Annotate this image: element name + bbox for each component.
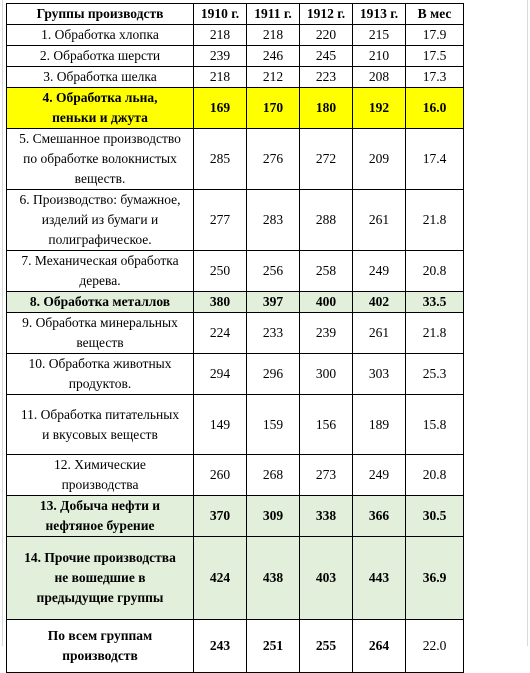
- year-value-cell[interactable]: 243: [194, 620, 247, 673]
- year-value-cell[interactable]: 192: [353, 88, 406, 129]
- year-value-cell[interactable]: 296: [247, 354, 300, 395]
- group-name-line: 8. Обработка металлов: [29, 294, 171, 309]
- group-name-line: дерева.: [79, 273, 121, 288]
- year-value-cell[interactable]: 268: [247, 455, 300, 496]
- year-value-cell[interactable]: 261: [353, 313, 406, 354]
- table-row: [7, 46, 464, 67]
- per-month-cell[interactable]: 33.5: [406, 292, 464, 313]
- group-name-line: 6. Производство: бумажное,: [19, 192, 181, 207]
- group-name-line: производств: [62, 648, 138, 663]
- table-row: [7, 67, 464, 88]
- group-name-line: нефтяное бурение: [45, 518, 155, 533]
- header-cell-group[interactable]: Группы производств: [7, 4, 194, 25]
- year-value-cell[interactable]: 256: [247, 251, 300, 292]
- year-value-cell[interactable]: 273: [300, 455, 353, 496]
- group-name-cell[interactable]: [7, 455, 194, 496]
- year-value-cell[interactable]: 300: [300, 354, 353, 395]
- per-month-cell[interactable]: 25.3: [406, 354, 464, 395]
- group-name-cell[interactable]: [7, 313, 194, 354]
- year-value-cell[interactable]: 156: [300, 395, 353, 455]
- year-value-cell[interactable]: 249: [353, 455, 406, 496]
- year-value-cell[interactable]: 223: [300, 67, 353, 88]
- per-month-cell[interactable]: 36.9: [406, 537, 464, 620]
- year-value-cell[interactable]: 366: [353, 496, 406, 537]
- group-name-line: не вошедшие в: [54, 570, 146, 585]
- table-row: [7, 354, 464, 395]
- per-month-cell[interactable]: 30.5: [406, 496, 464, 537]
- group-name-line: 2. Обработка шерсти: [39, 48, 161, 63]
- table-row: [7, 129, 464, 190]
- group-name-line: по обработке волокнистых: [23, 151, 177, 166]
- per-month-cell[interactable]: 15.8: [406, 395, 464, 455]
- production-table: [6, 3, 464, 673]
- year-value-cell[interactable]: 218: [194, 67, 247, 88]
- year-value-cell[interactable]: 224: [194, 313, 247, 354]
- year-value-cell[interactable]: 370: [194, 496, 247, 537]
- per-month-cell[interactable]: 17.3: [406, 67, 464, 88]
- group-name-line: 7. Механическая обработка: [21, 253, 179, 268]
- year-value-cell[interactable]: 212: [247, 67, 300, 88]
- year-value-cell[interactable]: 215: [353, 25, 406, 46]
- year-value-cell[interactable]: 180: [300, 88, 353, 129]
- group-name-cell[interactable]: [7, 190, 194, 251]
- year-value-cell[interactable]: 251: [247, 620, 300, 673]
- per-month-cell[interactable]: 17.4: [406, 129, 464, 190]
- per-month-cell[interactable]: 17.9: [406, 25, 464, 46]
- table-row: [7, 251, 464, 292]
- per-month-cell[interactable]: 17.5: [406, 46, 464, 67]
- year-value-cell[interactable]: 277: [194, 190, 247, 251]
- group-name-line: веществ: [76, 335, 124, 350]
- group-name-line: и вкусовых веществ: [42, 426, 158, 442]
- year-value-cell[interactable]: 220: [300, 25, 353, 46]
- year-value-cell[interactable]: 218: [247, 25, 300, 46]
- year-value-cell[interactable]: 245: [300, 46, 353, 67]
- group-name-line: 10. Обработка животных: [28, 356, 172, 371]
- per-month-cell[interactable]: 21.8: [406, 190, 464, 251]
- year-value-cell[interactable]: 249: [353, 251, 406, 292]
- table-body: [7, 25, 464, 673]
- group-name-line: 3. Обработка шелка: [43, 69, 157, 84]
- table-row: [7, 395, 464, 455]
- group-name-line: 9. Обработка минеральных: [22, 315, 178, 330]
- table-row: [7, 292, 464, 313]
- year-value-cell[interactable]: 169: [194, 88, 247, 129]
- table-row: [7, 496, 464, 537]
- year-value-cell[interactable]: 239: [194, 46, 247, 67]
- table-row: [7, 455, 464, 496]
- group-name-line: продуктов.: [68, 376, 132, 391]
- year-value-cell[interactable]: 260: [194, 455, 247, 496]
- year-value-cell[interactable]: 380: [194, 292, 247, 313]
- table-row: [7, 25, 464, 46]
- header-cell-1912[interactable]: 1912 г.: [300, 4, 353, 25]
- year-value-cell[interactable]: 443: [353, 537, 406, 620]
- group-name-cell[interactable]: [7, 46, 194, 67]
- group-name-cell[interactable]: [7, 620, 194, 673]
- year-value-cell[interactable]: 438: [247, 537, 300, 620]
- group-name-line: По всем группам: [47, 628, 153, 643]
- year-value-cell[interactable]: 285: [194, 129, 247, 190]
- year-value-cell[interactable]: 170: [247, 88, 300, 129]
- per-month-cell[interactable]: 22.0: [406, 620, 464, 673]
- year-value-cell[interactable]: 233: [247, 313, 300, 354]
- year-value-cell[interactable]: 189: [353, 395, 406, 455]
- year-value-cell[interactable]: 338: [300, 496, 353, 537]
- group-name-line: изделий из бумаги и: [41, 212, 159, 227]
- group-name-cell[interactable]: [7, 67, 194, 88]
- year-value-cell[interactable]: 209: [353, 129, 406, 190]
- year-value-cell[interactable]: 403: [300, 537, 353, 620]
- year-value-cell[interactable]: 288: [300, 190, 353, 251]
- group-name-line: 11. Обработка питательных: [20, 406, 180, 422]
- group-name-line: 5. Смешанное производство: [19, 131, 181, 146]
- table-row: [7, 190, 464, 251]
- group-name-line: 1. Обработка хлопка: [41, 27, 159, 42]
- sheet-gridline: [2, 0, 3, 646]
- group-name-cell[interactable]: [7, 25, 194, 46]
- group-name-cell[interactable]: [7, 395, 194, 455]
- year-value-cell[interactable]: 397: [247, 292, 300, 313]
- year-value-cell[interactable]: 149: [194, 395, 247, 455]
- header-cell-1910[interactable]: 1910 г.: [194, 4, 247, 25]
- year-value-cell[interactable]: 309: [247, 496, 300, 537]
- header-row: [7, 4, 464, 25]
- year-value-cell[interactable]: 272: [300, 129, 353, 190]
- group-name-cell[interactable]: [7, 88, 194, 129]
- year-value-cell[interactable]: 294: [194, 354, 247, 395]
- group-name-cell[interactable]: [7, 129, 194, 190]
- group-name-line: 14. Прочие производства: [24, 550, 176, 565]
- group-name-line: производства: [61, 477, 139, 492]
- group-name-line: пеньки и джута: [52, 110, 148, 125]
- group-name-cell[interactable]: [7, 537, 194, 620]
- year-value-cell[interactable]: 400: [300, 292, 353, 313]
- year-value-cell[interactable]: 402: [353, 292, 406, 313]
- per-month-cell[interactable]: 20.8: [406, 455, 464, 496]
- per-month-cell[interactable]: 20.8: [406, 251, 464, 292]
- table-row: [7, 620, 464, 673]
- group-name-cell[interactable]: [7, 292, 194, 313]
- per-month-cell[interactable]: 21.8: [406, 313, 464, 354]
- year-value-cell[interactable]: 218: [194, 25, 247, 46]
- year-value-cell[interactable]: 255: [300, 620, 353, 673]
- group-name-line: 4. Обработка льна,: [42, 90, 158, 105]
- year-value-cell[interactable]: 283: [247, 190, 300, 251]
- year-value-cell[interactable]: 264: [353, 620, 406, 673]
- year-value-cell[interactable]: 276: [247, 129, 300, 190]
- table-row: [7, 537, 464, 620]
- group-name-line: веществ.: [74, 171, 126, 186]
- header-cell-per-month[interactable]: В мес: [406, 4, 464, 25]
- group-name-cell[interactable]: [7, 496, 194, 537]
- year-value-cell[interactable]: 250: [194, 251, 247, 292]
- table-row: [7, 313, 464, 354]
- group-name-line: 13. Добыча нефти и: [39, 498, 161, 513]
- group-name-line: 12. Химические: [54, 457, 146, 472]
- year-value-cell[interactable]: 246: [247, 46, 300, 67]
- year-value-cell[interactable]: 210: [353, 46, 406, 67]
- group-name-cell[interactable]: [7, 251, 194, 292]
- group-name-line: предыдущие группы: [36, 590, 164, 605]
- sheet-gridline: [527, 0, 528, 646]
- year-value-cell[interactable]: 159: [247, 395, 300, 455]
- year-value-cell[interactable]: 303: [353, 354, 406, 395]
- year-value-cell[interactable]: 261: [353, 190, 406, 251]
- year-value-cell[interactable]: 424: [194, 537, 247, 620]
- year-value-cell[interactable]: 239: [300, 313, 353, 354]
- header-cell-1911[interactable]: 1911 г.: [247, 4, 300, 25]
- year-value-cell[interactable]: 208: [353, 67, 406, 88]
- year-value-cell[interactable]: 258: [300, 251, 353, 292]
- table-row: [7, 88, 464, 129]
- group-name-cell[interactable]: [7, 354, 194, 395]
- group-name-line: полиграфическое.: [48, 232, 152, 247]
- header-cell-1913[interactable]: 1913 г.: [353, 4, 406, 25]
- per-month-cell[interactable]: 16.0: [406, 88, 464, 129]
